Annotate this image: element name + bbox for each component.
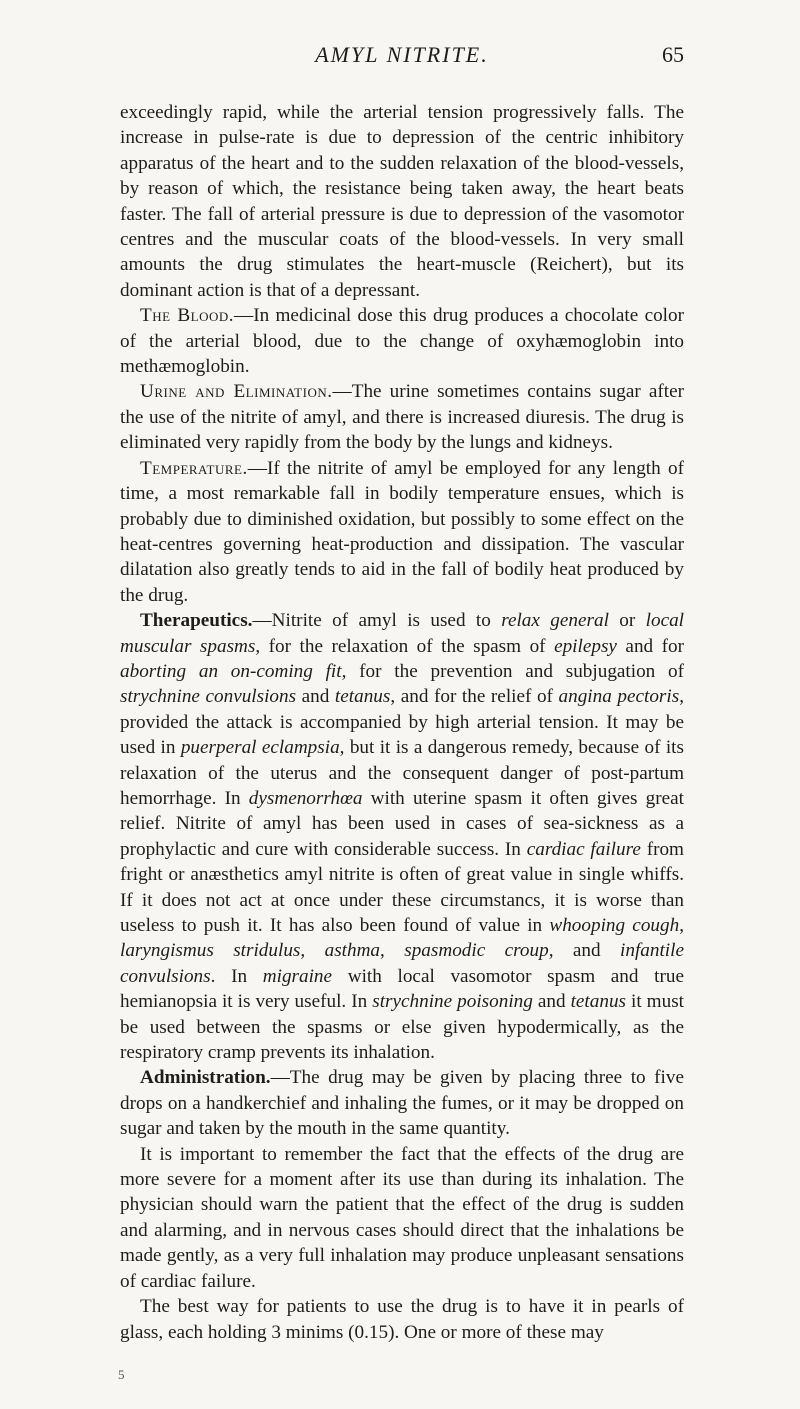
emphasis-run: Therapeutics. — [140, 610, 253, 632]
paragraph — [120, 456, 684, 608]
paragraph — [120, 1294, 684, 1345]
text-run: , for the prevention and subjugation of — [341, 660, 685, 682]
running-title: AMYL NITRITE. — [315, 42, 489, 67]
text-run: , and for the relief of — [390, 686, 559, 708]
page-number: 65 — [662, 42, 684, 67]
text-run: , — [380, 940, 405, 962]
text-run: —If the nitrite of amyl be employed for any length of time, a most remarkable fall in bodily temperature ensues, which is probably due to diminished oxidation, but possibly to some effect on the heat-centres governing heat-production and dissipation. The vascular dilatation also greatly tends to aid in the fall of bodily heat produced by the drug. — [120, 457, 684, 606]
paragraph — [120, 1065, 684, 1141]
text-run: , provided the attack is accompanied by high arterial tension. It may be used in — [120, 686, 684, 759]
emphasis-run: The Blood. — [140, 305, 235, 327]
text-run: exceedingly rapid, while the arterial tension progressively falls. The increase in pulse-rate is due to depression of the centric inhibitory apparatus of the heart and to the sudden relaxation of the blood-vessels, by reason of which, the resistance being taken away, the heart beats faster. The fall of arterial pressure is due to depression of the vasomotor centres and the muscular coats of the blood-vessels. In very small amounts the drug stimulates the heart-muscle (Reichert), but its dominant action is that of a depressant. — [120, 102, 684, 301]
emphasis-run: spasmodic croup — [404, 940, 549, 962]
emphasis-run: Administration. — [140, 1067, 271, 1089]
paragraph — [120, 303, 684, 379]
text-run: —The drug may be given by placing three to five drops on a handkerchief and inhaling the fumes, or it may be dropped on sugar and taken by the mouth in the same quantity. — [120, 1067, 684, 1140]
text-run: it must be used between the spasms or else given hypodermically, as the respiratory cramp prevents its inhalation. — [120, 991, 684, 1064]
emphasis-run: puerperal eclampsia — [180, 737, 340, 759]
paragraph — [120, 608, 684, 1065]
emphasis-run: Urine and Elimination. — [140, 381, 333, 403]
text-run: or — [608, 610, 646, 632]
text-run: and — [296, 686, 335, 708]
text-run: It is important to remember the fact that the effects of the drug are more severe for a moment after its use than during its inhalation. The physician should warn the patient that the effect of the drug is sudden and alarming, and in nervous cases should direct that the inhalations be made gently, as a very full inhalation may produce unpleasant sensations of cardiac failure. — [120, 1143, 684, 1292]
emphasis-run: strychnine convulsions — [120, 686, 297, 708]
emphasis-run: whooping cough — [549, 915, 680, 936]
text-run: , for the relaxation of the spasm of — [255, 635, 555, 657]
text-run: , — [679, 915, 684, 936]
text-run: from fright or anæsthetics amyl nitrite is often of great value in single whiffs. If it does not act at once under these circumstancs, it is worse than useless to push it. It has also been found of value in — [120, 838, 684, 936]
emphasis-run: dysmenorrhœa — [248, 787, 363, 809]
text-run: , but it is a dangerous remedy, because of its relaxation of the uterus and the consequent danger of post-partum hemorrhage. In — [120, 737, 684, 809]
emphasis-run: relax general — [501, 610, 609, 632]
emphasis-run: Temperature. — [140, 457, 248, 479]
emphasis-run: laryngismus stridulus — [120, 940, 301, 962]
text-run: with local vasomotor spasm and true hemianopsia it is very useful. In — [120, 965, 684, 1013]
emphasis-run: tetanus — [570, 991, 627, 1013]
emphasis-run: cardiac failure — [526, 838, 641, 860]
emphasis-run: migraine — [262, 965, 333, 987]
text-run: , — [300, 940, 325, 962]
paragraph — [120, 1142, 684, 1294]
emphasis-run: strychnine poisoning — [372, 991, 533, 1013]
text-run: —The urine sometimes contains sugar after the use of the nitrite of amyl, and there is increased diuresis. The drug is eliminated very rapidly from the body by the lungs and kidneys. — [120, 381, 684, 454]
paragraph — [120, 379, 684, 455]
text-run: The best way for patients to use the drug is to have it in pearls of glass, each holding 3 minims (0.15). One or more of these may — [120, 1296, 684, 1343]
body-text — [120, 100, 684, 1345]
emphasis-run: asthma — [324, 940, 381, 962]
text-run: and — [532, 991, 571, 1013]
emphasis-run: tetanus — [334, 686, 391, 708]
text-run: with uterine spasm it often gives great relief. Nitrite of amyl has been used in cases of sea-sickness as a prophylactic and cure with considerable success. In — [120, 787, 684, 860]
text-run: . In — [210, 965, 263, 987]
emphasis-run: local muscular spasms — [120, 610, 685, 657]
text-run: and for — [616, 635, 685, 657]
emphasis-run: aborting an on-coming fit — [120, 660, 342, 682]
text-run: , and — [548, 940, 621, 962]
signature-mark: 5 — [118, 1367, 125, 1382]
emphasis-run: angina pectoris — [558, 686, 680, 708]
text-run: —In medicinal dose this drug produces a chocolate color of the arterial blood, due to the change of oxyhæmoglobin into methæmoglobin. — [120, 305, 684, 378]
emphasis-run: epilepsy — [554, 635, 617, 657]
emphasis-run: infantile convulsions — [120, 940, 684, 987]
page-header — [120, 42, 684, 72]
paragraph — [120, 100, 684, 303]
text-run: —Nitrite of amyl is used to — [252, 610, 502, 632]
